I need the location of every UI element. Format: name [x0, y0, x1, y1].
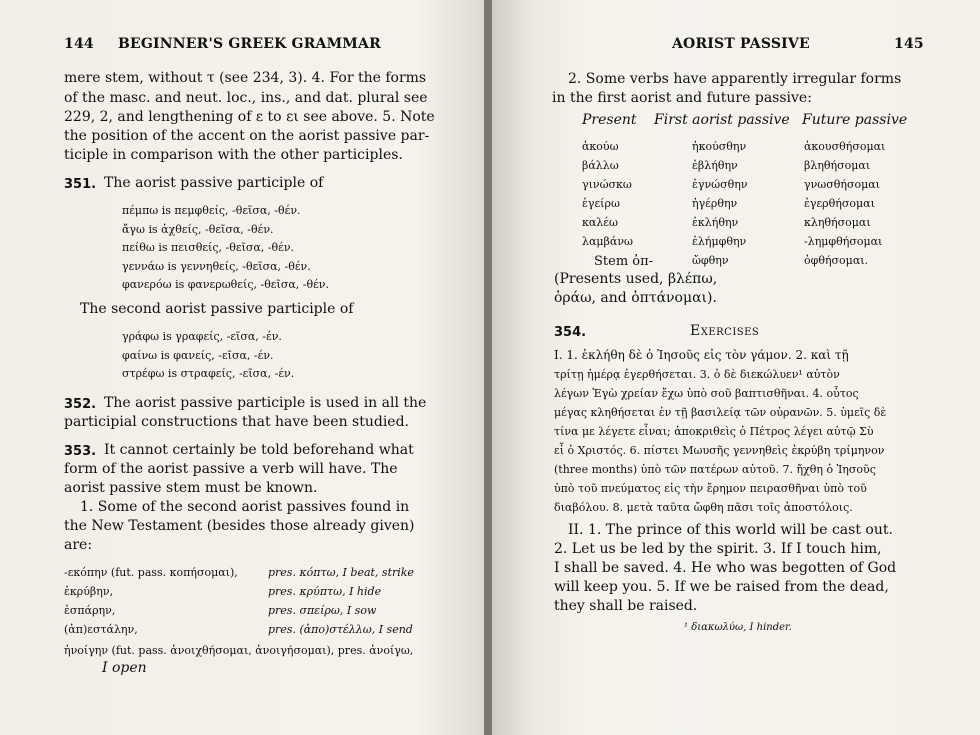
left-page: [0, 0, 488, 735]
exercise-line: I. 1. ἐκλήθη δὲ ὁ Ἰησοῦς εἰς τὸν γάμον. 2. καὶ τῇ: [554, 348, 849, 362]
exercise-line: διαβόλου. 8. μετὰ ταῦτα ὤφθη πᾶσι τοῖς ἀποστόλοις.: [554, 501, 853, 514]
table-cell: ὤφθην: [692, 254, 729, 267]
running-head-left: BEGINNER'S GREEK GRAMMAR: [118, 36, 381, 52]
right-page: [492, 0, 980, 735]
exercise-line: will keep you. 5. If we be raised from the dead,: [554, 579, 889, 595]
greek-form: στρέφω is στραφείς, -εῖσα, -έν.: [122, 367, 295, 380]
section-number-352: 352.: [64, 397, 97, 412]
verb-form: (ἀπ)εστάλην,: [64, 623, 138, 636]
table-cell: κληθήσομαι: [804, 216, 871, 229]
table-cell: ἐκλήθην: [692, 216, 739, 229]
table-cell: καλέω: [582, 216, 618, 229]
section-351-text: The aorist passive participle of: [104, 175, 324, 191]
verb-present: pres. (ἀπο)στέλλω, I send: [268, 623, 413, 636]
section-number-351: 351.: [64, 177, 97, 192]
text-line: The aorist passive participle is used in all the: [104, 395, 427, 411]
table-cell: ἐγερθήσομαι: [804, 197, 875, 210]
exercise-line: II. 1. The prince of this world will be cast out.: [568, 522, 893, 538]
page-number-right: 145: [894, 36, 924, 52]
table-cell: ἐβλήθην: [692, 159, 738, 172]
page-number-left: 144: [64, 36, 94, 52]
table-cell: ἀκουσθήσομαι: [804, 140, 886, 153]
running-head-right: AORIST PASSIVE: [672, 36, 810, 52]
exercise-line: τίνα με λέγετε εἶναι; ἀποκριθεὶς ὁ Πέτρος λέγει αὐτῷ Σὺ: [554, 425, 874, 438]
verb-present: pres. σπείρω, I sow: [268, 604, 377, 617]
table-cell: ἀκούω: [582, 140, 619, 153]
text-line: (Presents used, βλέπω,: [554, 271, 718, 287]
text-line: 229, 2, and lengthening of ε to ει see above. 5. Note: [64, 109, 435, 125]
table-cell: -λημφθήσομαι: [804, 235, 883, 248]
exercise-line: they shall be raised.: [554, 598, 698, 614]
exercise-line: τρίτῃ ἡμέρᾳ ἐγερθήσεται. 3. ὁ δὲ διεκώλυεν¹ αὐτὸν: [554, 368, 840, 381]
verb-present: pres. κόπτω, I beat, strike: [268, 566, 414, 579]
text-line: 2. Some verbs have apparently irregular forms: [568, 71, 902, 87]
table-cell: λαμβάνω: [582, 235, 633, 248]
text-line: participial constructions that have been studied.: [64, 414, 410, 430]
footnote: ¹ διακωλύω, I hinder.: [684, 622, 792, 633]
exercise-line: 2. Let us be led by the spirit. 3. If I touch him,: [554, 541, 882, 557]
table-cell: ἠκούσθην: [692, 140, 747, 153]
greek-form: γεννάω is γεννηθείς, -θεῖσα, -θέν.: [122, 260, 311, 273]
exercise-line: (three months) ὑπὸ τῶν πατέρων αὐτοῦ. 7. ἤχθη ὁ Ἰησοῦς: [554, 463, 876, 476]
verb-meaning: I open: [102, 660, 147, 676]
section-number-354: 354.: [554, 325, 587, 340]
second-aorist-intro: The second aorist passive participle of: [80, 301, 354, 317]
verb-form: ἐκρύβην,: [64, 585, 114, 598]
text-line: aorist passive stem must be known.: [64, 480, 318, 496]
exercise-line: I shall be saved. 4. He who was begotten of God: [554, 560, 897, 576]
verb-form: -εκόπην (fut. pass. κοπήσομαι),: [64, 566, 238, 579]
text-line: ticiple in comparison with the other participles.: [64, 147, 403, 163]
text-line: form of the aorist passive a verb will have. The: [64, 461, 398, 477]
greek-form: πείθω is πεισθείς, -θεῖσα, -θέν.: [122, 241, 295, 254]
table-cell: γινώσκω: [582, 178, 632, 191]
section-number-353: 353.: [64, 444, 97, 459]
text-line: the New Testament (besides those already given): [64, 518, 415, 534]
text-line: mere stem, without τ (see 234, 3). 4. For the forms: [64, 70, 427, 86]
table-cell: ἐγνώσθην: [692, 178, 748, 191]
greek-form: φαίνω is φανείς, -εῖσα, -έν.: [122, 349, 274, 362]
verb-form: ἐσπάρην,: [64, 604, 116, 617]
verb-present: pres. κρύπτω, I hide: [268, 585, 382, 598]
exercise-line: ὑπὸ τοῦ πνεύματος εἰς τὴν ἔρημον πειρασθῆναι ὑπὸ τοῦ: [554, 482, 867, 495]
exercise-line: λέγων Ἐγὼ χρείαν ἔχω ὑπὸ σοῦ βαπτισθῆναι. 4. οὗτος: [554, 387, 859, 400]
text-line: 1. Some of the second aorist passives found in: [80, 499, 410, 515]
table-header-future: Future passive: [802, 112, 908, 128]
text-line: in the first aorist and future passive:: [552, 90, 812, 106]
table-cell: βάλλω: [582, 159, 619, 172]
table-header-first-aorist: First aorist passive: [654, 112, 790, 128]
text-line: the position of the accent on the aorist passive par-: [64, 128, 430, 144]
table-header-present: Present: [582, 112, 637, 128]
greek-form: φανερόω is φανερωθείς, -θεῖσα, -θέν.: [122, 278, 329, 291]
exercises-heading: Exercises: [690, 323, 760, 339]
table-cell: Stem ὀπ-: [594, 254, 654, 269]
verb-form: ἠνοίγην (fut. pass. ἀνοιχθήσομαι, ἀνοιγήσομαι), pres. ἀνοίγω,: [64, 644, 414, 657]
table-cell: γνωσθήσομαι: [804, 178, 880, 191]
table-cell: ἠγέρθην: [692, 197, 738, 210]
text-line: of the masc. and neut. loc., ins., and dat. plural see: [64, 90, 428, 106]
text-line: It cannot certainly be told beforehand what: [104, 442, 414, 458]
greek-form: πέμπω is πεμφθείς, -θεῖσα, -θέν.: [122, 204, 301, 217]
table-cell: ὀφθήσομαι.: [804, 254, 869, 267]
exercise-line: μέγας κληθήσεται ἐν τῇ βασιλείᾳ τῶν οὐρανῶν. 5. ὑμεῖς δὲ: [554, 406, 887, 419]
text-line: ὁράω, and ὀπτάνομαι).: [554, 290, 717, 306]
greek-form: ἄγω is ἀχθείς, -θεῖσα, -θέν.: [122, 223, 274, 236]
exercise-line: εἶ ὁ Χριστός. 6. πίστει Μωυσῆς γεννηθεὶς ἐκρύβη τρίμηνον: [554, 444, 885, 457]
greek-form: γράφω is γραφείς, -εῖσα, -έν.: [122, 330, 282, 343]
table-cell: ἐλήμφθην: [692, 235, 747, 248]
table-cell: ἐγείρω: [582, 197, 620, 210]
table-cell: βληθήσομαι: [804, 159, 871, 172]
text-line: are:: [64, 537, 93, 553]
